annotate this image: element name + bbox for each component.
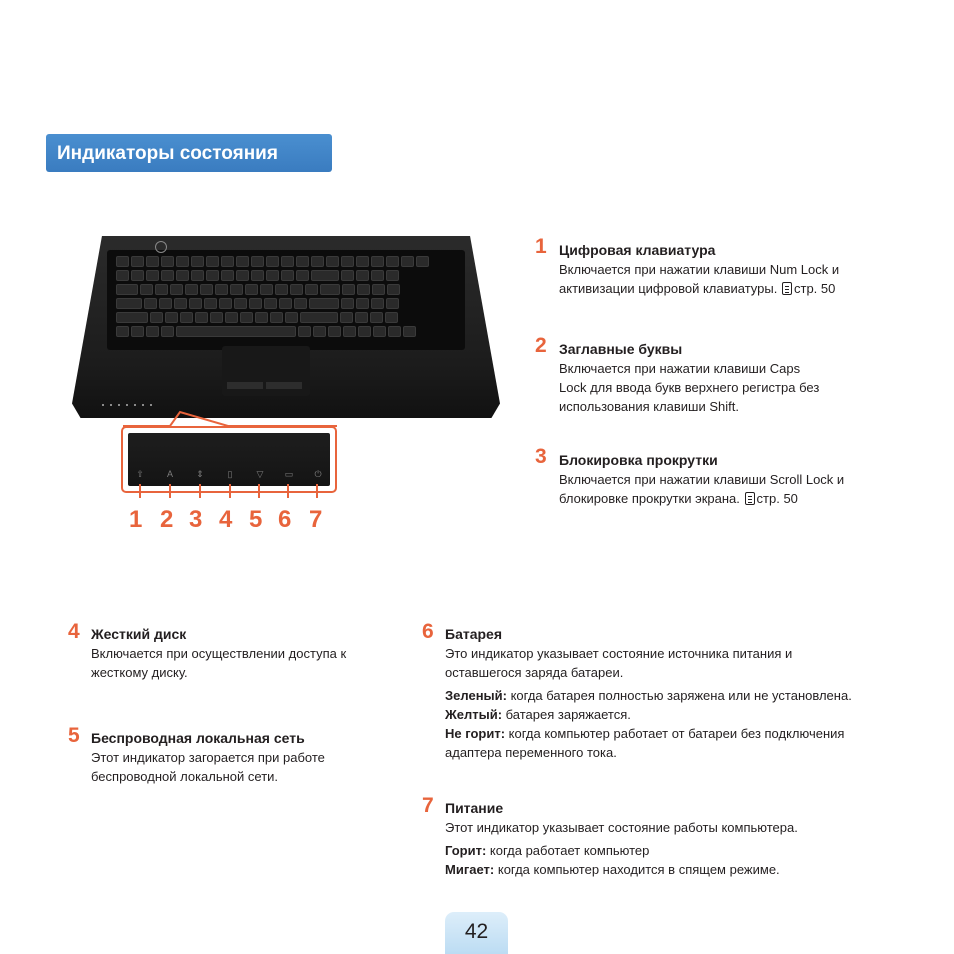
key-row [116,284,400,295]
item-title: Жесткий диск [91,626,187,642]
key-row [116,326,416,337]
item-text: Включается при осуществлении доступа к [91,646,347,661]
item-title: Батарея [445,626,502,642]
pointer-line [287,484,289,498]
indicator-number: 3 [189,506,203,533]
indicator-zoom-box [121,426,337,493]
battery-icon: ▭ [284,469,294,479]
page-ref[interactable]: стр. 50 [756,491,798,506]
item-text-line: блокировке прокрутки экрана. стр. 50 [559,491,798,506]
item-text: Включается при нажатии клавиши Caps [559,361,801,376]
item-text: Этот индикатор указывает состояние работы компьютера. [445,820,798,835]
state-line: Горит: когда работает компьютер [445,843,650,858]
item-text: использования клавиши Shift. [559,399,739,414]
page-ref-icon [745,492,755,505]
item-number: 5 [68,724,80,747]
item-hard-disk [68,620,347,682]
item-title: Блокировка прокрутки [559,452,718,468]
item-caps-lock [535,334,820,416]
item-title: Заглавные буквы [559,341,683,357]
page-ref-icon [782,282,792,295]
item-num-lock [535,235,840,298]
state-line: Мигает: когда компьютер находится в спящем режиме. [445,862,780,877]
touchpad-right-button [266,382,302,389]
indicator-number: 4 [219,506,233,533]
pointer-line [316,484,318,498]
item-number: 2 [535,334,547,357]
item-number: 1 [535,235,547,258]
power-button-icon [155,241,167,253]
item-text: Включается при нажатии клавиши Scroll Lock и [559,472,845,487]
item-scroll-lock [535,445,845,508]
item-wireless-lan [68,724,325,786]
key-row [116,298,399,309]
key-row [116,270,399,281]
pointer-line [199,484,201,498]
key-row [116,256,429,267]
item-text-line: активизации цифровой клавиатуры. стр. 50 [559,281,836,296]
indicator-number: 5 [249,506,263,533]
state-line: Не горит: когда компьютер работает от батареи без подключения [445,726,845,741]
item-number: 3 [535,445,547,468]
indicator-number: 2 [160,506,174,533]
item-text: Включается при нажатии клавиши Num Lock и [559,262,840,277]
laptop-illustration [72,236,500,419]
indicator-number: 7 [309,506,323,533]
item-number: 7 [422,794,434,817]
item-title: Питание [445,800,504,816]
item-number: 6 [422,620,434,643]
pointer-line [229,484,231,498]
state-line: Желтый: батарея заряжается. [445,707,631,722]
pointer-line [258,484,260,498]
item-battery [422,620,852,762]
item-title: Цифровая клавиатура [559,242,716,258]
item-text: Это индикатор указывает состояние источника питания и [445,646,793,661]
item-text: Этот индикатор загорается при работе [91,750,325,765]
item-power [422,794,798,879]
wireless-lan-icon: ▽ [256,469,264,479]
led-strip [102,404,152,406]
touchpad-left-button [227,382,263,389]
indicator-number: 1 [129,506,143,533]
item-text: беспроводной локальной сети. [91,769,279,784]
item-title: Беспроводная локальная сеть [91,730,305,746]
power-icon: ⏻ [314,469,322,479]
state-line: Зеленый: когда батарея полностью заряжена или не установлена. [445,688,852,703]
item-text: оставшегося заряда батареи. [445,665,624,680]
page-number: 42 [445,912,508,954]
indicator-number: 6 [278,506,292,533]
key-row [116,312,398,323]
page-ref[interactable]: стр. 50 [793,281,836,296]
section-title: Индикаторы состояния [46,134,332,172]
hard-disk-icon: ▯ [227,469,233,479]
item-text: Lock для ввода букв верхнего регистра без [559,380,820,395]
scroll-lock-icon: ⇕ [196,469,204,479]
item-text: жесткому диску. [91,665,188,680]
pointer-line [169,484,171,498]
caps-lock-icon: A [166,469,173,479]
state-line: адаптера переменного тока. [445,745,617,760]
num-lock-icon: ⇧ [136,469,144,479]
item-number: 4 [68,620,80,643]
pointer-line [139,484,141,498]
indicator-panel [128,433,330,486]
